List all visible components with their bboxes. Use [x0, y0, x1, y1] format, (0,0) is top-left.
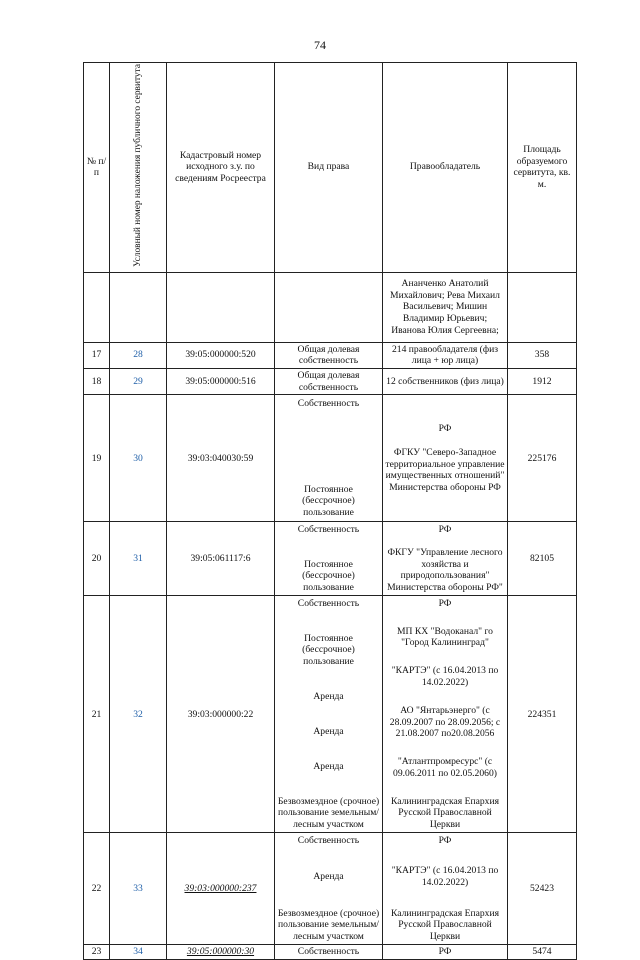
- right-type: [275, 522, 383, 596]
- cadastral-number: 39:05:000000:516: [167, 368, 275, 394]
- servitude-id: 32: [110, 596, 167, 833]
- table-row: [84, 342, 577, 368]
- right-item: Аренда: [313, 760, 344, 772]
- table-row: [84, 833, 577, 945]
- cadastral-number: 39:05:000000:30: [167, 945, 275, 960]
- row-number: 23: [84, 945, 110, 960]
- row-number: 19: [84, 395, 110, 522]
- page-number: 74: [314, 38, 326, 52]
- header-num: № п/п: [84, 63, 110, 273]
- holder: РФ: [383, 945, 508, 960]
- table-row: [84, 945, 577, 960]
- servitude-id: 30: [110, 395, 167, 522]
- right-item: Аренда: [313, 691, 344, 703]
- holder: 12 собственников (физ лица): [383, 368, 508, 394]
- row-number: 22: [84, 833, 110, 945]
- holder-item: РФ: [438, 834, 452, 846]
- right-item: Собственность: [297, 397, 360, 409]
- area-value: 224351: [508, 596, 577, 833]
- right-type: Общая долевая собственность: [275, 368, 383, 394]
- right-item: Аренда: [313, 725, 344, 737]
- holder-item: ФГКУ "Северо-Западное территориальное управление имущественных отношений" Министерства обороны РФ: [385, 446, 505, 493]
- row-number: 18: [84, 368, 110, 394]
- right-item: Аренда: [313, 871, 344, 883]
- holder-item: "КАРТЭ" (с 16.04.2013 по 14.02.2022): [391, 865, 499, 889]
- header-holder: Правообладатель: [383, 63, 508, 273]
- servitude-table: [83, 62, 577, 960]
- holder: [383, 596, 508, 833]
- holder-item: РФ: [438, 597, 452, 609]
- cadastral-number: 39:03:040030:59: [167, 395, 275, 522]
- servitude-id: 28: [110, 342, 167, 368]
- holder-item: "Атлантпромресурс" (с 09.06.2011 по 02.05.2060): [393, 756, 497, 779]
- header-area: Площадь образуемого сервитута, кв. м.: [508, 63, 577, 273]
- area-value: 5474: [508, 945, 577, 960]
- servitude-id: 34: [110, 945, 167, 960]
- servitude-id: 29: [110, 368, 167, 394]
- right-item: Безвозмездное (срочное) пользование земельным/ лесным участком: [277, 907, 380, 943]
- right-type: [275, 395, 383, 522]
- holder-item: РФ: [438, 523, 452, 535]
- area-value: 225176: [508, 395, 577, 522]
- header-cadastral: Кадастровый номер исходного з.у. по сведениям Росреестра: [167, 63, 275, 273]
- header-servitude-id: Условный номер наложения публичного сервитута: [110, 63, 167, 273]
- right-type: Собственность: [275, 945, 383, 960]
- table-row-continuation: [84, 272, 577, 342]
- table-row: [84, 522, 577, 596]
- area-value: 358: [508, 342, 577, 368]
- holder-item: "КАРТЭ" (с 16.04.2013 по 14.02.2022): [391, 665, 499, 689]
- servitude-id: 31: [110, 522, 167, 596]
- area-value: 1912: [508, 368, 577, 394]
- row-number: 17: [84, 342, 110, 368]
- header-right-type: Вид права: [275, 63, 383, 273]
- area-value: 82105: [508, 522, 577, 596]
- row-number: 21: [84, 596, 110, 833]
- cadastral-number: 39:03:000000:22: [167, 596, 275, 833]
- holder-item: ФКГУ "Управление лесного хозяйства и природопользования" Министерства обороны РФ": [387, 547, 503, 594]
- holder-item: МП КХ "Водоканал" го "Город Калининград": [397, 625, 493, 649]
- right-item: Постоянное (бессрочное) пользование: [302, 483, 355, 519]
- holder-item: РФ: [438, 423, 452, 435]
- cadastral-number: 39:05:061117:6: [167, 522, 275, 596]
- holder-cell: Ананченко Анатолий Михайлович; Рева Михаил Васильевич; Мишин Владимир Юрьевич; Иванова Юлия Сергеевна;: [383, 272, 508, 342]
- right-item: Собственность: [297, 523, 360, 535]
- holder-item: АО "Янтарьэнерго" (с 28.09.2007 по 28.09.2056; с 21.08.2007 по20.08.2056: [389, 704, 501, 740]
- right-item: Собственность: [297, 834, 360, 846]
- right-type: [275, 596, 383, 833]
- holder: [383, 395, 508, 522]
- right-item: Постоянное (бессрочное) пользование: [302, 632, 355, 668]
- area-value: 52423: [508, 833, 577, 945]
- right-type: Общая долевая собственность: [275, 342, 383, 368]
- holder: [383, 522, 508, 596]
- right-type: [275, 833, 383, 945]
- holder-item: Калининградская Епархия Русской Православной Церкви: [390, 907, 500, 943]
- holder: [383, 833, 508, 945]
- cadastral-number: 39:03:000000:237: [167, 833, 275, 945]
- servitude-id: 33: [110, 833, 167, 945]
- table-row: [84, 596, 577, 833]
- header-row: [84, 63, 577, 273]
- holder: 214 правообладателя (физ лица + юр лица): [383, 342, 508, 368]
- right-item: Постоянное (бессрочное) пользование: [302, 558, 355, 594]
- right-item: Безвозмездное (срочное) пользование земельным/ лесным участком: [277, 795, 380, 831]
- table-row: [84, 395, 577, 522]
- table-row: [84, 368, 577, 394]
- right-item: Собственность: [297, 597, 360, 609]
- cadastral-number: 39:05:000000:520: [167, 342, 275, 368]
- holder-item: Калининградская Епархия Русской Православной Церкви: [390, 795, 500, 831]
- row-number: 20: [84, 522, 110, 596]
